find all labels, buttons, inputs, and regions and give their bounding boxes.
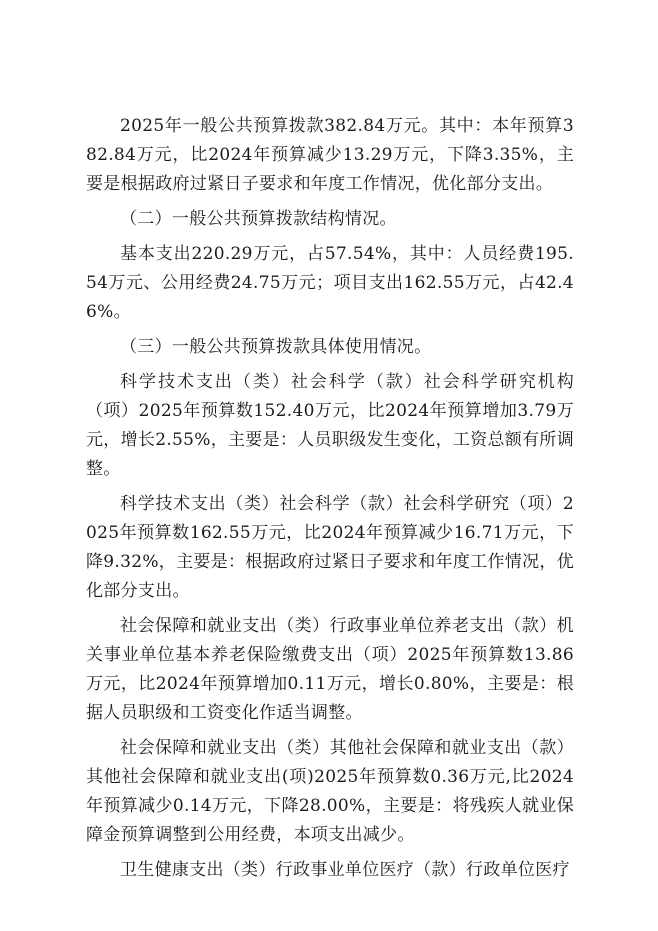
paragraph-budget-overview: 2025年一般公共预算拨款382.84万元。其中：本年预算382.84万元，比2024年预算减少13.29万元，下降3.35%，主要是根据政府过紧日子要求和年度工作情况，优化部分支出。 <box>86 116 574 194</box>
heading-budget-structure: （二）一般公共预算拨款结构情况。 <box>120 209 397 229</box>
paragraph-budget-structure: 基本支出220.29万元，占57.54%，其中：人员经费195.54万元、公用经费24.75万元；项目支出162.55万元，占42.46%。 <box>86 244 574 322</box>
heading-budget-usage: （三）一般公共预算拨款具体使用情况。 <box>120 337 432 357</box>
paragraph-health-medical: 卫生健康支出（类）行政事业单位医疗（款）行政单位医疗 <box>120 860 570 880</box>
paragraph-pension-insurance: 社会保障和就业支出（类）行政事业单位养老支出（款）机关事业单位基本养老保险缴费支出（项）2025年预算数13.86万元，比2024年预算增加0.11万元，增长0.80%，主要是：根据人员职级和工资变化作适当调整。 <box>86 616 574 723</box>
paragraph-social-science-research: 科学技术支出（类）社会科学（款）社会科学研究（项）2025年预算数162.55万元，比2024年预算减少16.71万元，下降9.32%，主要是：根据政府过紧日子要求和年度工作情况，优化部分支出。 <box>86 494 575 601</box>
document-body <box>86 112 574 891</box>
paragraph-other-social-security: 社会保障和就业支出（类）其他社会保障和就业支出（款）其他社会保障和就业支出(项)2025年预算数0.36万元,比2024年预算减少0.14万元，下降28.00%，主要是：将残疾人就业保障金预算调整到公用经费，本项支出减少。 <box>86 738 574 845</box>
paragraph-social-science-institutions: 科学技术支出（类）社会科学（款）社会科学研究机构（项）2025年预算数152.40万元，比2024年预算增加3.79万元，增长2.55%，主要是：人员职级发生变化，工资总额有所调整。 <box>86 372 575 479</box>
